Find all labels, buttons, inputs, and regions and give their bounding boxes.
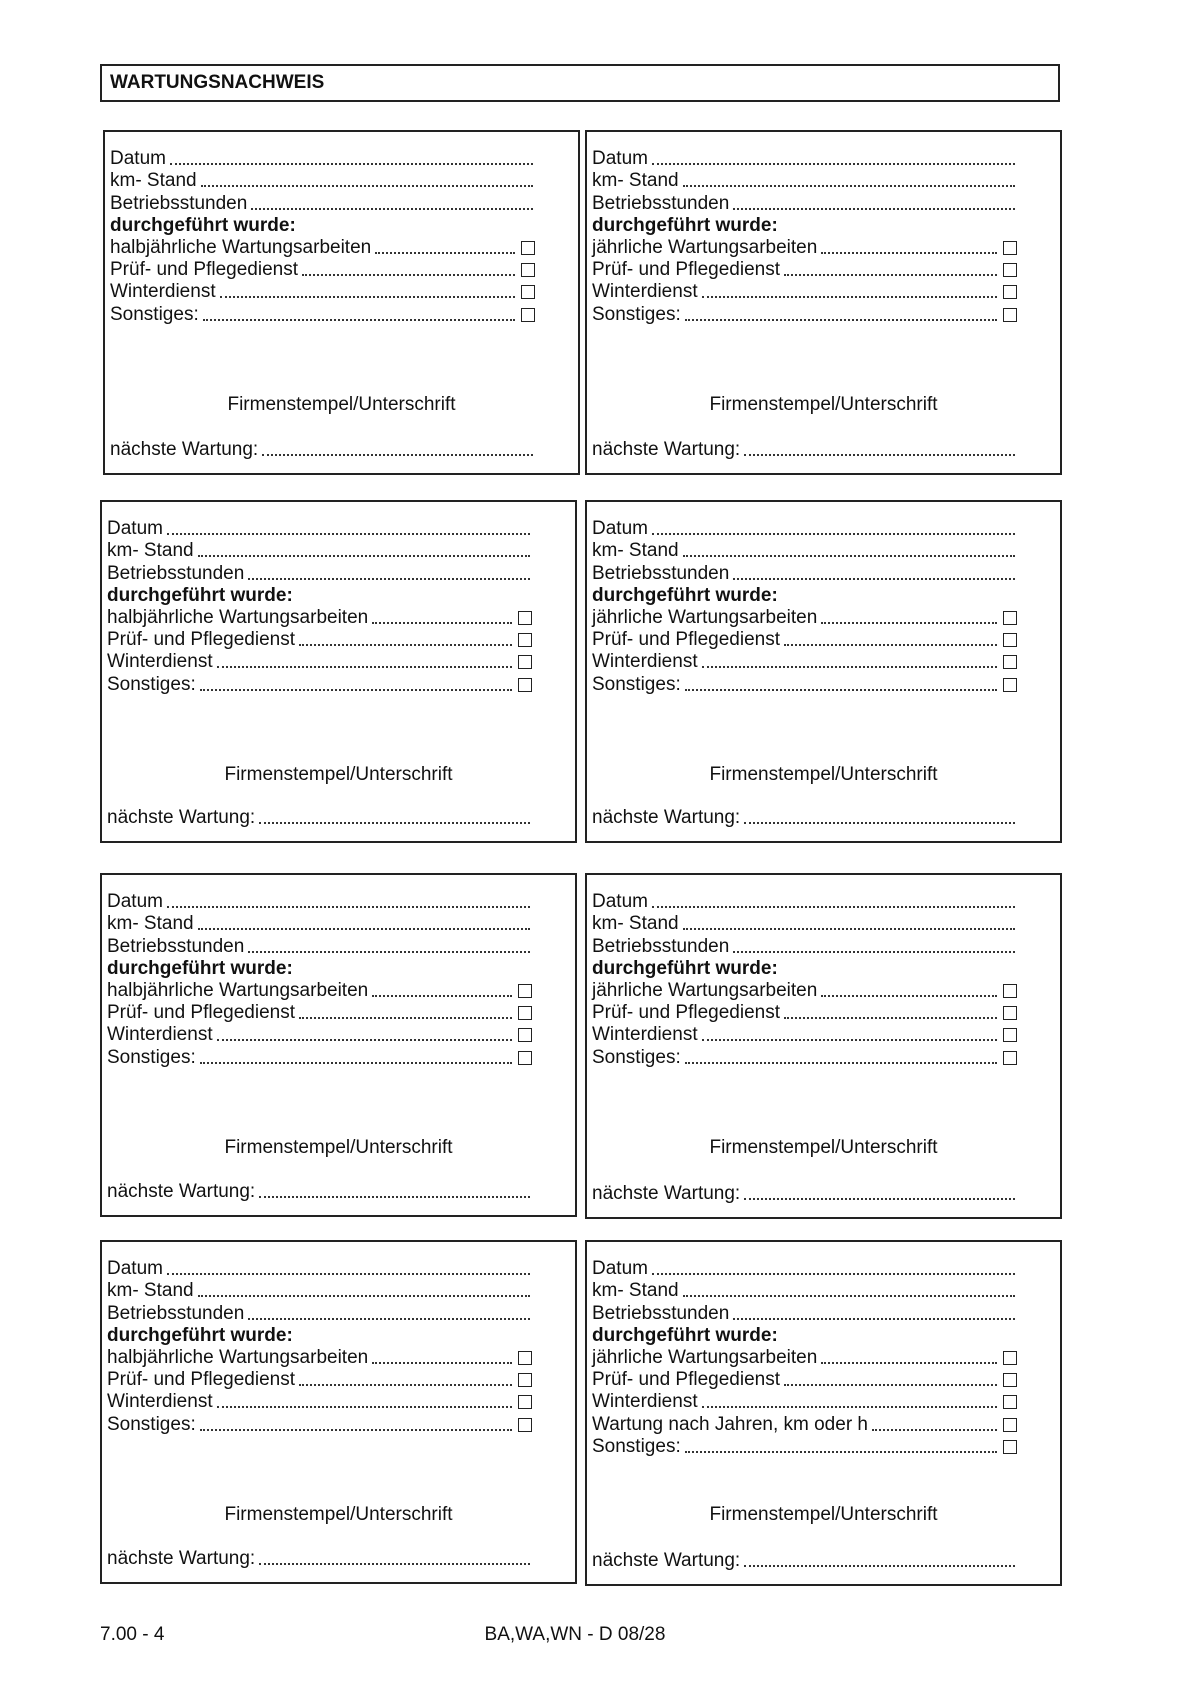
fill-line[interactable] [733,578,1015,580]
operating-hours-field-label: Betriebsstunden [592,1302,730,1324]
winter-service-option-label: Winterdienst [107,1024,213,1046]
mileage-field-label: km- Stand [107,913,194,935]
fill-line[interactable] [702,666,997,668]
fill-line[interactable] [733,208,1015,210]
mileage-field [107,1280,532,1302]
annual-maintenance-option-label: jährliche Wartungsarbeiten [592,979,818,1001]
checkbox-icon[interactable] [1003,678,1017,692]
mileage-field-label: km- Stand [592,913,679,935]
checkbox-icon[interactable] [518,1028,532,1042]
stamp-signature-label: Firmenstempel/Unterschrift [709,1137,938,1158]
checkbox-icon[interactable] [1003,1440,1017,1454]
winter-service-option-label: Winterdienst [592,1024,698,1046]
next-maintenance-field [592,1183,1017,1205]
date-field [592,518,1017,540]
checkbox-icon[interactable] [521,241,535,255]
fill-line[interactable] [200,1062,512,1064]
stamp-signature-label: Firmenstempel/Unterschrift [224,764,453,785]
inspection-service-option-label: Prüf- und Pflegedienst [107,1369,296,1391]
stamp-signature-label: Firmenstempel/Unterschrift [709,764,938,785]
fill-line[interactable] [784,1017,997,1019]
next-maintenance-field [592,439,1017,461]
next-maintenance-field [110,439,535,461]
checkbox-icon[interactable] [1003,1051,1017,1065]
next-maintenance-field-label: nächste Wartung: [592,807,741,829]
fill-line[interactable] [702,1039,997,1041]
fill-line[interactable] [170,163,533,165]
fill-line[interactable] [685,1062,997,1064]
semiannual-maintenance-option-label: halbjährliche Wartungsarbeiten [107,1346,369,1368]
checkbox-icon[interactable] [518,611,532,625]
fill-line[interactable] [167,533,530,535]
interval-maintenance-option[interactable] [592,1413,1017,1435]
performed-heading-label: durchgeführt wurde: [592,584,778,606]
operating-hours-field [592,935,1017,957]
fill-line[interactable] [251,208,533,210]
checkbox-icon[interactable] [518,1006,532,1020]
annual-maintenance-option[interactable] [592,1347,1017,1369]
date-field-label: Datum [592,891,648,913]
performed-heading [592,215,1017,237]
next-maintenance-field-label: nächste Wartung: [592,1183,741,1205]
page-number: 7.00 - 4 [100,1624,165,1645]
next-maintenance-field-label: nächste Wartung: [107,1548,256,1570]
checkbox-icon[interactable] [1003,633,1017,647]
inspection-service-option[interactable] [107,1369,532,1391]
interval-maintenance-option-label: Wartung nach Jahren, km oder h [592,1413,868,1435]
mileage-field [110,170,535,192]
next-maintenance-field-label: nächste Wartung: [107,1181,256,1203]
operating-hours-field-label: Betriebsstunden [110,192,248,214]
checkbox-icon[interactable] [1003,1028,1017,1042]
performed-heading-label: durchgeführt wurde: [592,214,778,236]
fill-line[interactable] [784,644,997,646]
maintenance-record-card [585,1240,1062,1586]
fill-line[interactable] [652,163,1015,165]
operating-hours-field-label: Betriebsstunden [592,192,730,214]
checkbox-icon[interactable] [1003,308,1017,322]
stamp-signature-label: Firmenstempel/Unterschrift [709,394,938,415]
checkbox-icon[interactable] [518,633,532,647]
inspection-service-option[interactable] [110,259,535,281]
fill-line[interactable] [167,906,530,908]
checkbox-icon[interactable] [518,678,532,692]
performed-heading-label: durchgeführt wurde: [107,1324,293,1346]
mileage-field [592,170,1017,192]
fill-line[interactable] [372,1362,512,1364]
other-option[interactable] [592,1436,1017,1458]
next-maintenance-field-label: nächste Wartung: [107,807,256,829]
maintenance-record-card [100,500,577,843]
fill-line[interactable] [821,252,997,254]
checkbox-icon[interactable] [518,655,532,669]
other-option-label: Sonstiges: [592,303,681,325]
mileage-field-label: km- Stand [592,170,679,192]
fill-line[interactable] [302,274,515,276]
other-option-label: Sonstiges: [592,1435,681,1457]
other-option-label: Sonstiges: [110,303,199,325]
next-maintenance-field-label: nächste Wartung: [592,439,741,461]
maintenance-record-card [103,130,580,475]
checkbox-icon[interactable] [1003,611,1017,625]
performed-heading-label: durchgeführt wurde: [107,584,293,606]
mileage-field [107,913,532,935]
checkbox-icon[interactable] [1003,1395,1017,1409]
operating-hours-field [592,562,1017,584]
inspection-service-option[interactable] [592,1002,1017,1024]
stamp-signature-label: Firmenstempel/Unterschrift [224,1137,453,1158]
checkbox-icon[interactable] [1003,1373,1017,1387]
fill-line[interactable] [821,995,997,997]
performed-heading [110,215,535,237]
checkbox-icon[interactable] [521,285,535,299]
checkbox-icon[interactable] [518,1051,532,1065]
date-field-label: Datum [107,1258,163,1280]
maintenance-record-card [585,130,1062,475]
fill-line[interactable] [702,296,997,298]
next-maintenance-field [592,807,1017,829]
fill-line[interactable] [217,666,512,668]
other-option-label: Sonstiges: [107,1046,196,1068]
fill-line[interactable] [784,1384,997,1386]
fill-line[interactable] [167,1273,530,1275]
winter-service-option[interactable] [107,1391,532,1413]
winter-service-option-label: Winterdienst [107,1391,213,1413]
inspection-service-option-label: Prüf- und Pflegedienst [592,1369,781,1391]
fill-line[interactable] [217,1406,512,1408]
next-maintenance-field [107,1548,532,1570]
fill-line[interactable] [652,906,1015,908]
inspection-service-option[interactable] [107,1002,532,1024]
fill-line[interactable] [259,1196,530,1198]
maintenance-record-card [100,1240,577,1584]
inspection-service-option[interactable] [592,259,1017,281]
winter-service-option[interactable] [592,281,1017,303]
checkbox-icon[interactable] [1003,1351,1017,1365]
fill-line[interactable] [652,1273,1015,1275]
fill-line[interactable] [683,1295,1015,1297]
fill-line[interactable] [259,1563,530,1565]
fill-line[interactable] [685,1451,997,1453]
annual-maintenance-option-label: jährliche Wartungsarbeiten [592,1346,818,1368]
other-option[interactable] [107,1046,532,1068]
performed-heading [592,585,1017,607]
winter-service-option[interactable] [592,1024,1017,1046]
date-field-label: Datum [110,148,166,170]
inspection-service-option-label: Prüf- und Pflegedienst [110,259,299,281]
inspection-service-option[interactable] [592,1369,1017,1391]
fill-line[interactable] [733,951,1015,953]
fill-line[interactable] [744,1198,1015,1200]
fill-line[interactable] [375,252,515,254]
checkbox-icon[interactable] [518,1418,532,1432]
fill-line[interactable] [217,1039,512,1041]
fill-line[interactable] [220,296,515,298]
checkbox-icon[interactable] [1003,241,1017,255]
checkbox-icon[interactable] [1003,263,1017,277]
document-code: BA,WA,WN - D 08/28 [484,1624,666,1645]
fill-line[interactable] [821,1362,997,1364]
fill-line[interactable] [744,822,1015,824]
maintenance-record-card [585,500,1062,843]
fill-line[interactable] [248,951,530,953]
other-option[interactable] [107,673,532,695]
other-option[interactable] [592,673,1017,695]
fill-line[interactable] [683,185,1015,187]
next-maintenance-field [592,1550,1017,1572]
date-field [592,1258,1017,1280]
winter-service-option[interactable] [110,281,535,303]
inspection-service-option-label: Prüf- und Pflegedienst [592,1002,781,1024]
fill-line[interactable] [200,689,512,691]
fill-line[interactable] [733,1318,1015,1320]
fill-line[interactable] [299,1384,512,1386]
stamp-signature-label: Firmenstempel/Unterschrift [224,1504,453,1525]
mileage-field [592,1280,1017,1302]
checkbox-icon[interactable] [521,263,535,277]
fill-line[interactable] [198,928,530,930]
fill-line[interactable] [702,1406,997,1408]
stamp-signature-label: Firmenstempel/Unterschrift [709,1504,938,1525]
semiannual-maintenance-option-label: halbjährliche Wartungsarbeiten [107,606,369,628]
semiannual-maintenance-option-label: halbjährliche Wartungsarbeiten [107,979,369,1001]
fill-line[interactable] [198,1295,530,1297]
checkbox-icon[interactable] [518,1373,532,1387]
date-field-label: Datum [592,148,648,170]
annual-maintenance-option-label: jährliche Wartungsarbeiten [592,236,818,258]
fill-line[interactable] [198,555,530,557]
fill-line[interactable] [248,578,530,580]
fill-line[interactable] [652,533,1015,535]
mileage-field [107,540,532,562]
winter-service-option-label: Winterdienst [110,281,216,303]
performed-heading [592,958,1017,980]
semiannual-maintenance-option[interactable] [107,1347,532,1369]
performed-heading [592,1325,1017,1347]
fill-line[interactable] [262,454,533,456]
other-option-label: Sonstiges: [107,673,196,695]
fill-line[interactable] [299,644,512,646]
checkbox-icon[interactable] [1003,1418,1017,1432]
checkbox-icon[interactable] [518,984,532,998]
date-field [592,148,1017,170]
checkbox-icon[interactable] [1003,1006,1017,1020]
next-maintenance-field [107,807,532,829]
checkbox-icon[interactable] [518,1395,532,1409]
performed-heading [107,585,532,607]
performed-heading-label: durchgeführt wurde: [592,1324,778,1346]
other-option-label: Sonstiges: [107,1413,196,1435]
checkbox-icon[interactable] [1003,984,1017,998]
date-field [107,891,532,913]
performed-heading [107,958,532,980]
inspection-service-option-label: Prüf- und Pflegedienst [592,259,781,281]
winter-service-option[interactable] [107,651,532,673]
fill-line[interactable] [372,622,512,624]
checkbox-icon[interactable] [521,308,535,322]
performed-heading-label: durchgeführt wurde: [110,214,296,236]
operating-hours-field [592,1302,1017,1324]
inspection-service-option-label: Prüf- und Pflegedienst [107,1002,296,1024]
date-field-label: Datum [592,1258,648,1280]
other-option[interactable] [107,1413,532,1435]
other-option-label: Sonstiges: [592,673,681,695]
fill-line[interactable] [821,622,997,624]
fill-line[interactable] [683,928,1015,930]
fill-line[interactable] [744,454,1015,456]
operating-hours-field-label: Betriebsstunden [592,935,730,957]
winter-service-option-label: Winterdienst [592,651,698,673]
date-field [592,891,1017,913]
operating-hours-field [107,562,532,584]
fill-line[interactable] [203,319,515,321]
inspection-service-option[interactable] [592,629,1017,651]
winter-service-option[interactable] [107,1024,532,1046]
winter-service-option[interactable] [592,651,1017,673]
operating-hours-field-label: Betriebsstunden [107,562,245,584]
operating-hours-field [592,192,1017,214]
annual-maintenance-option-label: jährliche Wartungsarbeiten [592,606,818,628]
operating-hours-field [110,192,535,214]
winter-service-option-label: Winterdienst [592,1391,698,1413]
inspection-service-option-label: Prüf- und Pflegedienst [107,629,296,651]
next-maintenance-field-label: nächste Wartung: [592,1550,741,1572]
winter-service-option[interactable] [592,1391,1017,1413]
date-field [110,148,535,170]
semiannual-maintenance-option[interactable] [110,237,535,259]
other-option[interactable] [592,1046,1017,1068]
date-field-label: Datum [592,518,648,540]
fill-line[interactable] [872,1429,997,1431]
fill-line[interactable] [685,689,997,691]
other-option[interactable] [110,303,535,325]
operating-hours-field-label: Betriebsstunden [592,562,730,584]
fill-line[interactable] [683,555,1015,557]
fill-line[interactable] [201,185,533,187]
other-option[interactable] [592,303,1017,325]
checkbox-icon[interactable] [1003,285,1017,299]
mileage-field-label: km- Stand [107,1280,194,1302]
semiannual-maintenance-option[interactable] [107,607,532,629]
maintenance-record-card [100,873,577,1217]
checkbox-icon[interactable] [1003,655,1017,669]
checkbox-icon[interactable] [518,1351,532,1365]
fill-line[interactable] [784,274,997,276]
operating-hours-field-label: Betriebsstunden [107,1302,245,1324]
mileage-field-label: km- Stand [107,540,194,562]
winter-service-option-label: Winterdienst [592,281,698,303]
maintenance-record-card [585,873,1062,1219]
annual-maintenance-option[interactable] [592,607,1017,629]
date-field-label: Datum [107,891,163,913]
annual-maintenance-option[interactable] [592,237,1017,259]
mileage-field-label: km- Stand [592,540,679,562]
mileage-field [592,540,1017,562]
fill-line[interactable] [744,1565,1015,1567]
mileage-field-label: km- Stand [110,170,197,192]
date-field [107,1258,532,1280]
semiannual-maintenance-option[interactable] [107,980,532,1002]
operating-hours-field [107,935,532,957]
fill-line[interactable] [248,1318,530,1320]
next-maintenance-field-label: nächste Wartung: [110,439,259,461]
stamp-signature-label: Firmenstempel/Unterschrift [227,394,456,415]
other-option-label: Sonstiges: [592,1046,681,1068]
fill-line[interactable] [299,1017,512,1019]
operating-hours-field [107,1302,532,1324]
date-field-label: Datum [107,518,163,540]
page-title: WARTUNGSNACHWEIS [100,64,1060,102]
annual-maintenance-option[interactable] [592,980,1017,1002]
fill-line[interactable] [372,995,512,997]
winter-service-option-label: Winterdienst [107,651,213,673]
fill-line[interactable] [200,1429,512,1431]
operating-hours-field-label: Betriebsstunden [107,935,245,957]
inspection-service-option[interactable] [107,629,532,651]
performed-heading-label: durchgeführt wurde: [107,957,293,979]
inspection-service-option-label: Prüf- und Pflegedienst [592,629,781,651]
mileage-field [592,913,1017,935]
semiannual-maintenance-option-label: halbjährliche Wartungsarbeiten [110,236,372,258]
fill-line[interactable] [685,319,997,321]
performed-heading-label: durchgeführt wurde: [592,957,778,979]
date-field [107,518,532,540]
performed-heading [107,1325,532,1347]
mileage-field-label: km- Stand [592,1280,679,1302]
fill-line[interactable] [259,822,530,824]
next-maintenance-field [107,1181,532,1203]
